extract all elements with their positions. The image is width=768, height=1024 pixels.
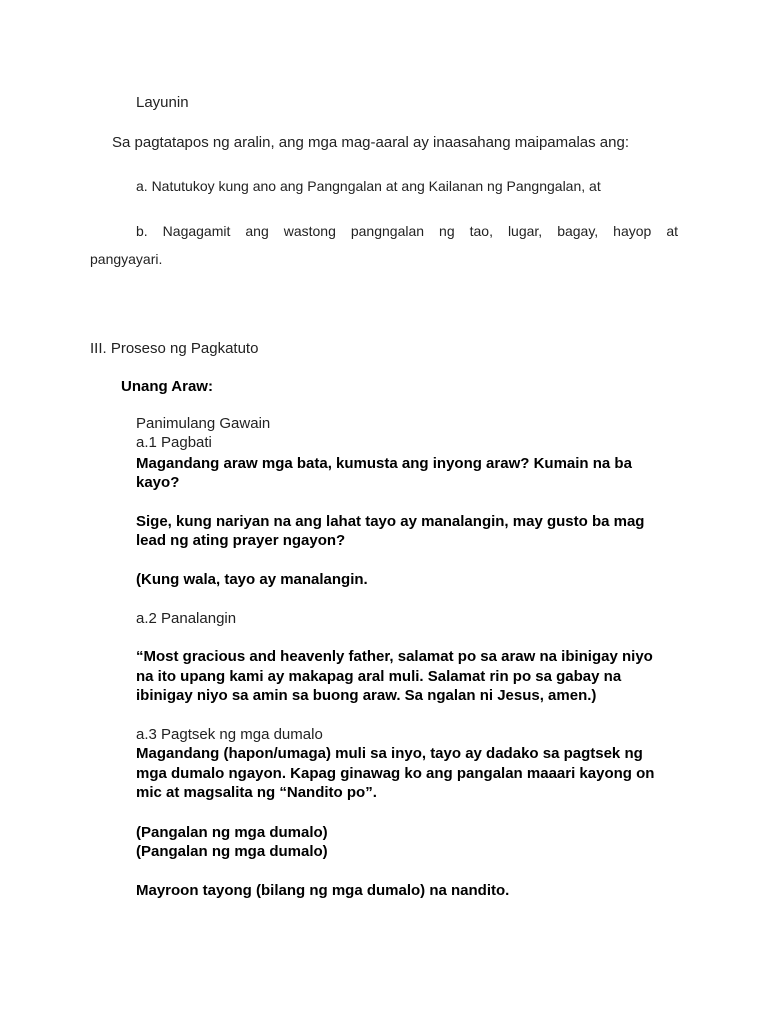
- activity-heading: Panimulang Gawain: [136, 415, 271, 432]
- attendance-line1: Magandang (hapon/umaga) muli sa inyo, tayo ay dadako sa pagtsek ng: [136, 745, 643, 762]
- a2-label: a.2 Panalangin: [136, 610, 237, 627]
- section-heading-proseso: III. Proseso ng Pagkatuto: [90, 340, 259, 357]
- no-volunteer-note: (Kung wala, tayo ay manalangin.: [136, 571, 368, 588]
- attendee-name-placeholder: (Pangalan ng mga dumalo): [136, 824, 328, 841]
- a1-label: a.1 Pagbati: [136, 434, 212, 451]
- attendance-count-line: Mayroon tayong (bilang ng mga dumalo) na nandito.: [136, 882, 510, 899]
- objectives-heading: Layunin: [136, 94, 189, 111]
- prayer-line2: na ito upang kami ay makapag aral muli. Salamat rin po sa gabay na: [136, 668, 622, 685]
- prayer-line3: ibinigay niyo sa amin sa buong araw. Sa ngalan ni Jesus, amen.): [136, 687, 597, 704]
- objective-item-a: a. Natutukoy kung ano ang Pangngalan at ang Kailanan ng Pangngalan, at: [136, 178, 601, 194]
- greeting-line1: Magandang araw mga bata, kumusta ang inyong araw? Kumain na ba: [136, 455, 632, 472]
- objectives-intro: Sa pagtatapos ng aralin, ang mga mag-aaral ay inaasahang maipamalas ang:: [112, 134, 630, 151]
- objective-item-b-line1: b. Nagagamit ang wastong pangngalan ng tao, lugar, bagay, hayop at: [136, 223, 678, 239]
- prayer-invite-line1: Sige, kung nariyan na ang lahat tayo ay manalangin, may gusto ba mag: [136, 513, 645, 530]
- prayer-invite-line2: lead ng ating prayer ngayon?: [136, 532, 346, 549]
- attendee-name-placeholder: (Pangalan ng mga dumalo): [136, 843, 328, 860]
- greeting-line2: kayo?: [136, 474, 180, 491]
- a3-label: a.3 Pagtsek ng mga dumalo: [136, 726, 323, 743]
- objective-item-b-line2: pangyayari.: [90, 251, 163, 267]
- day-label: Unang Araw:: [121, 378, 213, 395]
- prayer-line1: “Most gracious and heavenly father, salamat po sa araw na ibinigay niyo: [136, 648, 653, 665]
- attendance-line3: mic at magsalita ng “Nandito po”.: [136, 784, 377, 801]
- attendance-line2: mga dumalo ngayon. Kapag ginawag ko ang pangalan maaari kayong on: [136, 765, 655, 782]
